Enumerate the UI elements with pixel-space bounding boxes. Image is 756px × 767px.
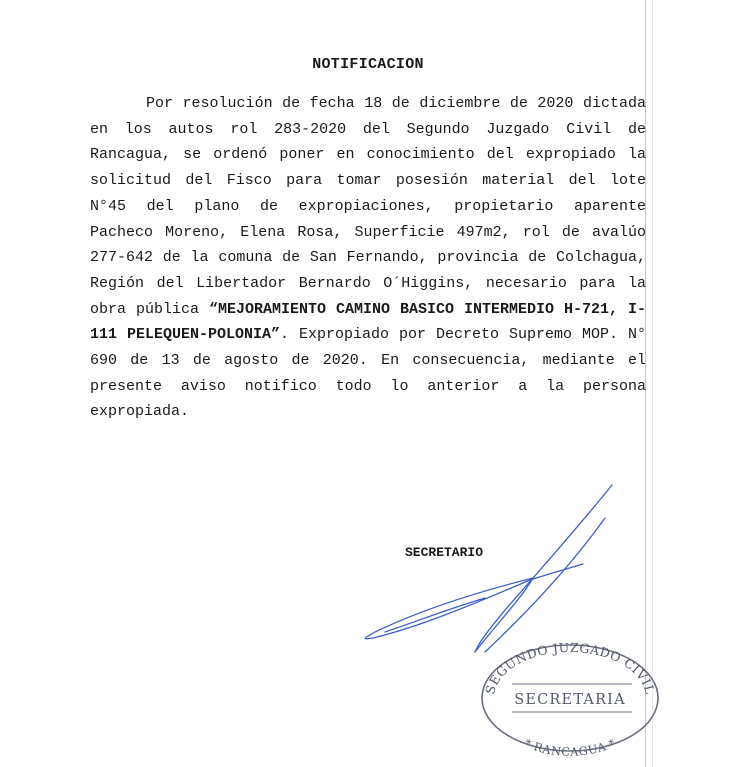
svg-text:SEGUNDO JUZGADO CIVIL — [482, 640, 658, 696]
paragraph-part-2: . Expropiado por Decreto Supremo MOP. N° 690 de 13 de agosto de 2020. En consecuencia, mediante el presente aviso notifico todo lo anterior a la persona expropiada. — [90, 326, 647, 421]
stamp-center-text: SECRETARIA — [514, 692, 626, 708]
svg-text:* RANCAGUA * — [522, 736, 618, 756]
signatory-title: SECRETARIO — [405, 545, 484, 560]
notification-paragraph — [90, 91, 646, 425]
stamp-top-text: SEGUNDO JUZGADO CIVIL — [482, 640, 658, 696]
handwritten-signature — [355, 480, 625, 660]
paragraph-part-1: Por resolución de fecha 18 de diciembre de 2020 dictada en los autos rol 283-2020 del Segundo Juzgado Civil de Rancagua, se ordenó poner en conocimiento del expropiado la solicitud del Fisco para tomar posesión material del lote N°45 del plano de expropiaciones, propietario aparente Pacheco Moreno, Elena Rosa, Superficie 497m2, rol de avalúo 277-642 de la comuna de San Fernando, provincia de Colchagua, Región del Libertador Bernardo O´Higgins, necesario para la obra pública — [90, 95, 646, 318]
stamp-bottom-text: * RANCAGUA * — [522, 735, 618, 756]
document-title: NOTIFICACION — [312, 56, 424, 73]
project-name: “MEJORAMIENTO CAMINO BASICO INTERMEDIO H-721, I-111 PELEQUEN-POLONIA” — [90, 300, 646, 344]
notification-body — [90, 91, 646, 425]
court-stamp — [476, 640, 664, 756]
